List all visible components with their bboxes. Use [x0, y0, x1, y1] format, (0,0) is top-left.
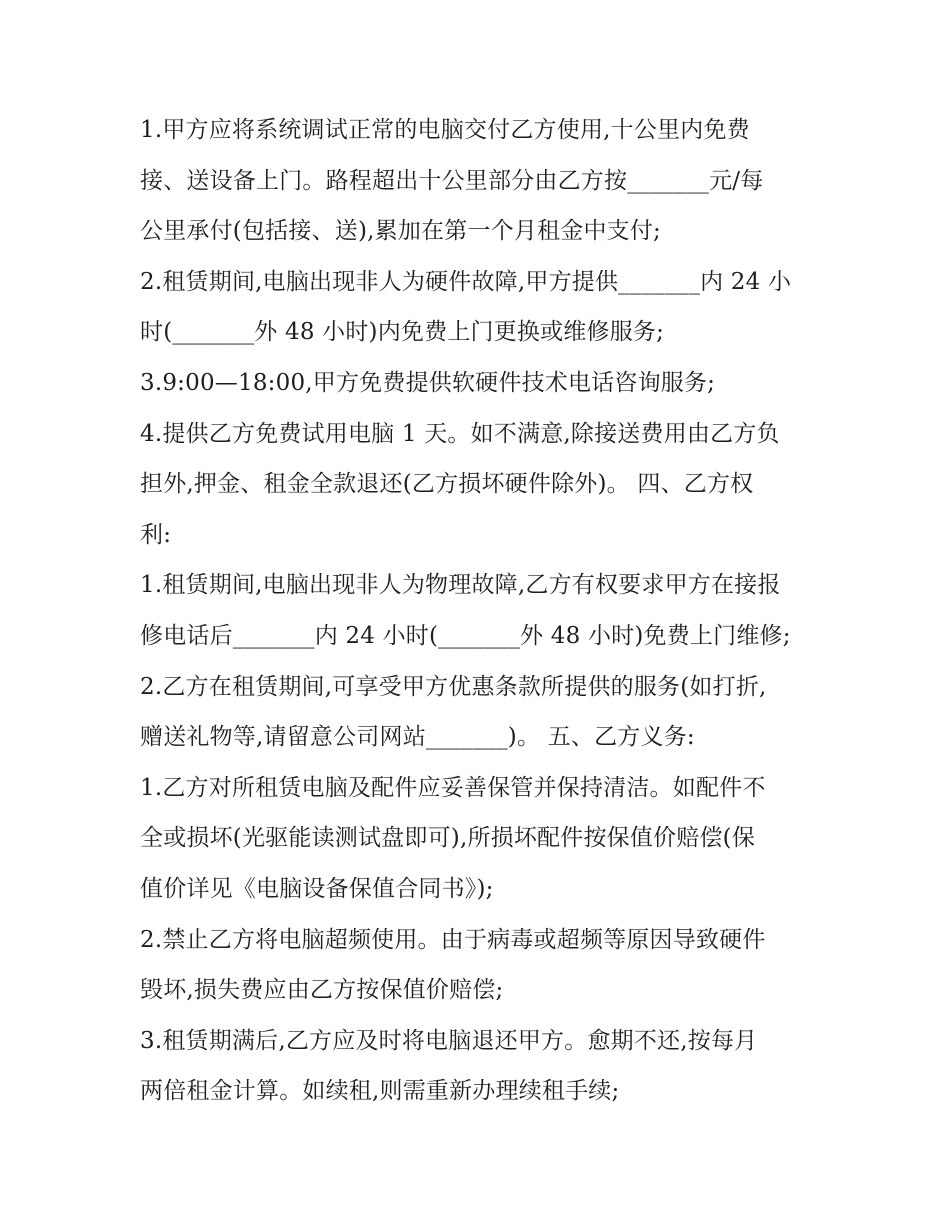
text-line: 1.租赁期间,电脑出现非人为物理故障,乙方有权要求甲方在接报 [140, 572, 781, 599]
text-line: 3.9:00—18:00,甲方免费提供软硬件技术电话咨询服务; [140, 369, 716, 396]
text-line: 利: [140, 521, 172, 548]
text-line: 值价详见《电脑设备保值合同书》); [140, 875, 494, 902]
text-line: 接、送设备上门。路程超出十公里部分由乙方按_______元/每 [140, 167, 764, 194]
text-line: 全或损坏(光驱能读测试盘即可),所损坏配件按保值价赔偿(保 [140, 825, 756, 852]
text-line: 1.甲方应将系统调试正常的电脑交付乙方使用,十公里内免费 [140, 117, 750, 143]
text-line: 3.租赁期满后,乙方应及时将电脑退还甲方。愈期不还,按每月 [140, 1027, 758, 1054]
text-line: 两倍租金计算。如续租,则需重新办理续租手续; [140, 1078, 620, 1105]
text-line: 毁坏,损失费应由乙方按保值价赔偿; [140, 977, 504, 1004]
text-line: 赠送礼物等,请留意公司网站_______)。 五、乙方义务: [140, 724, 695, 751]
text-line: 时(_______外 48 小时)内免费上门更换或维修服务; [140, 319, 665, 346]
text-line: 1.乙方对所租赁电脑及配件应妥善保管并保持清洁。如配件不 [140, 774, 766, 801]
text-line: 2.租赁期间,电脑出现非人为硬件故障,甲方提供_______内 24 小 [140, 268, 792, 295]
text-line: 公里承付(包括接、送),累加在第一个月租金中支付; [140, 218, 662, 245]
text-line: 担外,押金、租金全款退还(乙方损坏硬件除外)。 四、乙方权 [140, 471, 754, 498]
text-line: 2.禁止乙方将电脑超频使用。由于病毒或超频等原因导致硬件 [140, 926, 766, 953]
text-line: 修电话后_______内 24 小时(_______外 48 小时)免费上门维修; [140, 622, 791, 649]
text-line: 4.提供乙方免费试用电脑 1 天。如不满意,除接送费用由乙方负 [140, 420, 780, 447]
document-body [140, 105, 820, 1117]
text-line: 2.乙方在租赁期间,可享受甲方优惠条款所提供的服务(如打折, [140, 673, 767, 700]
